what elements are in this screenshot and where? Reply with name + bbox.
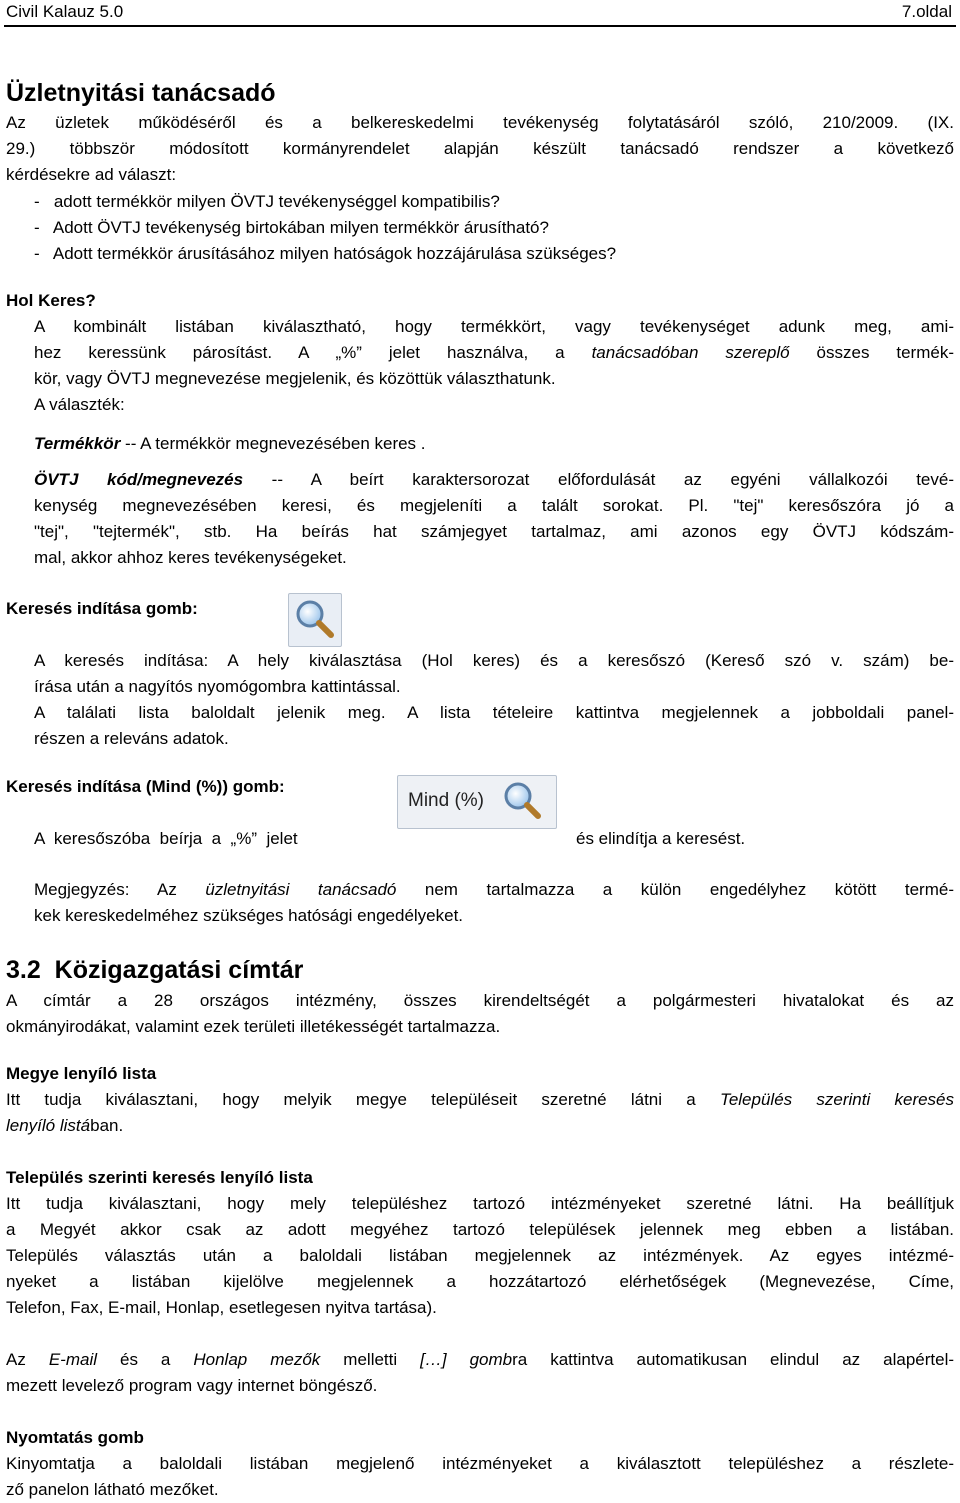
search-button-image xyxy=(288,593,342,647)
header-doc-title: Civil Kalauz 5.0 xyxy=(6,2,124,21)
kereses-heading: Keresés indítása gomb: xyxy=(6,599,198,618)
tel-line-4: nyeket a listában kijelölve megjelennek a hozzátartozó elérhetőségek (Megnevezése, Címe, xyxy=(6,1272,954,1291)
megye-line-1: Itt tudja kiválasztani, hogy melyik megye településeit szeretné látni a Település szerinti keresés xyxy=(6,1090,955,1109)
kereses-line-3: A találati lista baloldalt jelenik meg. A lista tételeire kattintva megjelennek a jobboldali panel- xyxy=(34,703,954,722)
note-line-1: Megjegyzés: Az üzletnyitási tanácsadó nem tartalmazza a külön engedélyhez kötött termé- xyxy=(34,880,954,899)
ovtj-paragraph xyxy=(34,467,954,571)
kereses-line-1: A keresés indítása: A hely kiválasztása (Hol keres) és a keresőszó (Kereső szó v. szám) be- xyxy=(34,651,954,670)
megye-line-2: lenyíló listában. xyxy=(6,1116,124,1135)
ovtj-line-4: mal, akkor ahhoz keres tevékenységeket. xyxy=(34,548,347,567)
tel-line-1: Itt tudja kiválasztani, hogy mely településhez tartozó intézményeket szeretné látni. Ha beállítjuk xyxy=(6,1194,954,1213)
tel-line-5: Telefon, Fax, E-mail, Honlap, esetlegesen nyitva tartása). xyxy=(6,1298,437,1317)
telepules-heading: Település szerinti keresés lenyíló lista xyxy=(6,1168,313,1187)
magnifier-icon xyxy=(498,778,550,826)
bullet-3: - Adott termékkör árusításához milyen hatóságok hozzájárulása szükséges? xyxy=(34,244,617,263)
tel-line-3: Település választás után a baloldali listában megjelennek az intézmények. Az egyes intézmé- xyxy=(6,1246,954,1265)
email-line-1: Az E-mail és a Honlap mezők melletti […] gombra kattintva automatikusan elindul az alapértel- xyxy=(6,1350,955,1369)
termekkor-line: Termékkör -- A termékkör megnevezésében keres . xyxy=(34,434,426,453)
nyomtatas-heading: Nyomtatás gomb xyxy=(6,1428,144,1447)
cimtar-line-2: okmányirodákat, valamint ezek területi illetékességét tartalmazza. xyxy=(6,1017,501,1036)
intro-line-2: 29.) többször módosított kormányrendelet alapján készült tanácsadó rendszer a következő xyxy=(6,139,954,158)
telepules-paragraph xyxy=(6,1191,954,1321)
nyomtatas-paragraph xyxy=(6,1451,954,1503)
ovtj-line-2: kenység megnevezésében keresi, és megjeleníti a talált sorokat. Pl. "tej" keresőszóra jó a xyxy=(34,496,954,515)
hol-keres-heading: Hol Keres? xyxy=(6,291,96,310)
cimtar-paragraph xyxy=(6,988,954,1040)
mind-button-image xyxy=(397,775,557,829)
hol-line-1: A kombinált listában kiválasztható, hogy termékkört, vagy tevékenységet adunk meg, ami- xyxy=(34,317,954,336)
hol-line-4: A választék: xyxy=(34,395,125,414)
bullet-2: - Adott ÖVTJ tevékenység birtokában milyen termékkör árusítható? xyxy=(34,218,549,237)
email-line-2: mezett levelező program vagy internet böngésző. xyxy=(6,1376,378,1395)
intro-line-3: kérdésekre ad választ: xyxy=(6,165,177,184)
email-paragraph xyxy=(6,1347,954,1399)
section-title-kozigazgatasi: 3.2 Közigazgatási címtár xyxy=(6,956,304,984)
note-line-2: kek kereskedelméhez szükséges hatósági engedélyeket. xyxy=(34,906,464,925)
note-paragraph xyxy=(34,877,954,929)
megye-paragraph xyxy=(6,1087,954,1139)
mind-text-right: és elindítja a keresést. xyxy=(576,829,746,848)
header-page-number: 7.oldal xyxy=(901,2,952,21)
cimtar-line-1: A címtár a 28 országos intézmény, összes kirendeltségét a polgármesteri hivatalokat és az xyxy=(6,991,954,1010)
kereses-line-2: írása után a nagyítós nyomógombra kattintással. xyxy=(34,677,401,696)
intro-paragraph xyxy=(6,110,954,188)
megye-heading: Megye lenyíló lista xyxy=(6,1064,157,1083)
hol-line-3: kör, vagy ÖVTJ megnevezése megjelenik, és közöttük választhatunk. xyxy=(34,369,556,388)
ny-line-2: ző panelon látható mezőket. xyxy=(6,1480,219,1499)
header-rule xyxy=(4,25,956,27)
mind-heading: Keresés indítása (Mind (%)) gomb: xyxy=(6,777,285,796)
tel-line-2: a Megyét akkor csak az adott megyéhez tartozó települések jelennek meg ebben a listában. xyxy=(6,1220,954,1239)
ny-line-1: Kinyomtatja a baloldali listában megjelenő intézményeket a kiválasztott településhez a részlete- xyxy=(6,1454,954,1473)
section-title-uzletnyitasi: Üzletnyitási tanácsadó xyxy=(6,79,276,107)
bullet-1: - adott termékkör milyen ÖVTJ tevékenységgel kompatibilis? xyxy=(34,192,500,211)
ovtj-line-1: ÖVTJ kód/megnevezés -- A beírt karaktersorozat előfordulását az egyéni vállalkozói tevé- xyxy=(34,470,954,489)
hol-line-2: hez keressünk párosítást. A „%” jelet használva, a tanácsadóban szereplő összes termék- xyxy=(34,343,954,362)
hol-keres-paragraph xyxy=(34,314,954,418)
kereses-paragraph xyxy=(34,648,954,752)
kereses-line-4: részen a releváns adatok. xyxy=(34,729,229,748)
magnifier-icon xyxy=(289,594,341,646)
intro-line-1: Az üzletek működéséről és a belkereskedelmi tevékenység folytatásáról szóló, 210/2009. (IX. xyxy=(6,113,954,132)
mind-button-label: Mind (%) xyxy=(408,790,485,811)
page-header xyxy=(0,0,960,26)
ovtj-line-3: "tej", "tejtermék", stb. Ha beírás hat számjegyet tartalmaz, ami azonos egy ÖVTJ kódszám- xyxy=(34,522,954,541)
mind-text-left: A keresőszóba beírja a „%” jelet xyxy=(34,829,298,848)
